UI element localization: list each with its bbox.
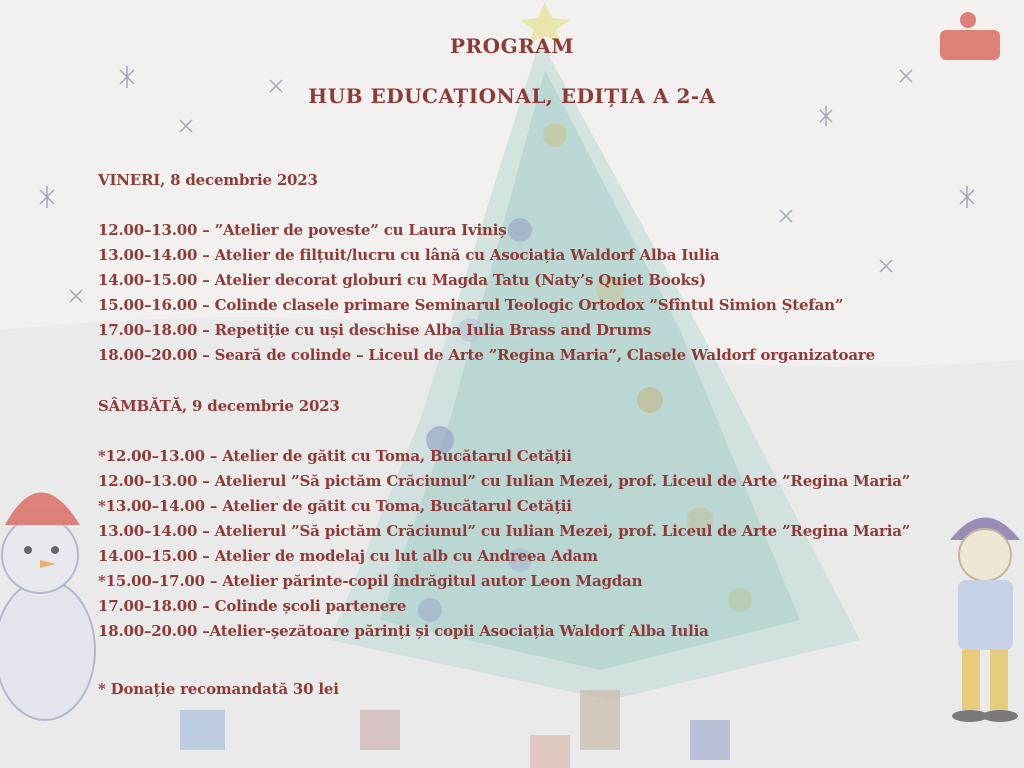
day2-item: 14.00–15.00 – Atelier de modelaj cu lut alb cu Andreea Adam [98,547,598,565]
day1-item: 15.00–16.00 – Colinde clasele primare Seminarul Teologic Ortodox ”Sfîntul Simion Ștefan” [98,296,844,314]
day2-item: 18.00–20.00 –Atelier-șezătoare părinți și copii Asociația Waldorf Alba Iulia [98,622,709,640]
page-title: PROGRAM [450,34,574,58]
day1-item: 13.00–14.00 – Atelier de filțuit/lucru cu lână cu Asociația Waldorf Alba Iulia [98,246,720,264]
day1-item: 12.00–13.00 – ”Atelier de poveste” cu Laura Iviniș [98,221,507,239]
day1-item: 17.00–18.00 – Repetiție cu uși deschise Alba Iulia Brass and Drums [98,321,652,339]
day2-item: 13.00–14.00 – Atelierul ”Să pictăm Crăciunul” cu Iulian Mezei, prof. Liceul de Arte ”Regina Maria” [98,522,911,540]
day2-item: *15.00–17.00 – Atelier părinte-copil îndrăgitul autor Leon Magdan [98,572,643,590]
day2-item: 12.00–13.00 – Atelierul ”Să pictăm Crăciunul” cu Iulian Mezei, prof. Liceul de Arte ”Regina Maria” [98,472,911,490]
day1-item: 18.00–20.00 – Seară de colinde – Liceul de Arte ”Regina Maria”, Clasele Waldorf organizatoare [98,346,875,364]
day2-item: *12.00–13.00 – Atelier de gătit cu Toma, Bucătarul Cetății [98,447,572,465]
donation-footnote: * Donație recomandată 30 lei [98,680,339,698]
day2-heading: SÂMBĂTĂ, 9 decembrie 2023 [98,397,340,415]
page-subtitle: HUB EDUCAȚIONAL, EDIȚIA A 2-A [308,84,716,108]
day1-item: 14.00–15.00 – Atelier decorat globuri cu Magda Tatu (Naty’s Quiet Books) [98,271,706,289]
day2-item: *13.00–14.00 – Atelier de gătit cu Toma, Bucătarul Cetății [98,497,572,515]
day1-heading: VINERI, 8 decembrie 2023 [98,171,318,189]
day2-item: 17.00–18.00 – Colinde școli partenere [98,597,407,615]
